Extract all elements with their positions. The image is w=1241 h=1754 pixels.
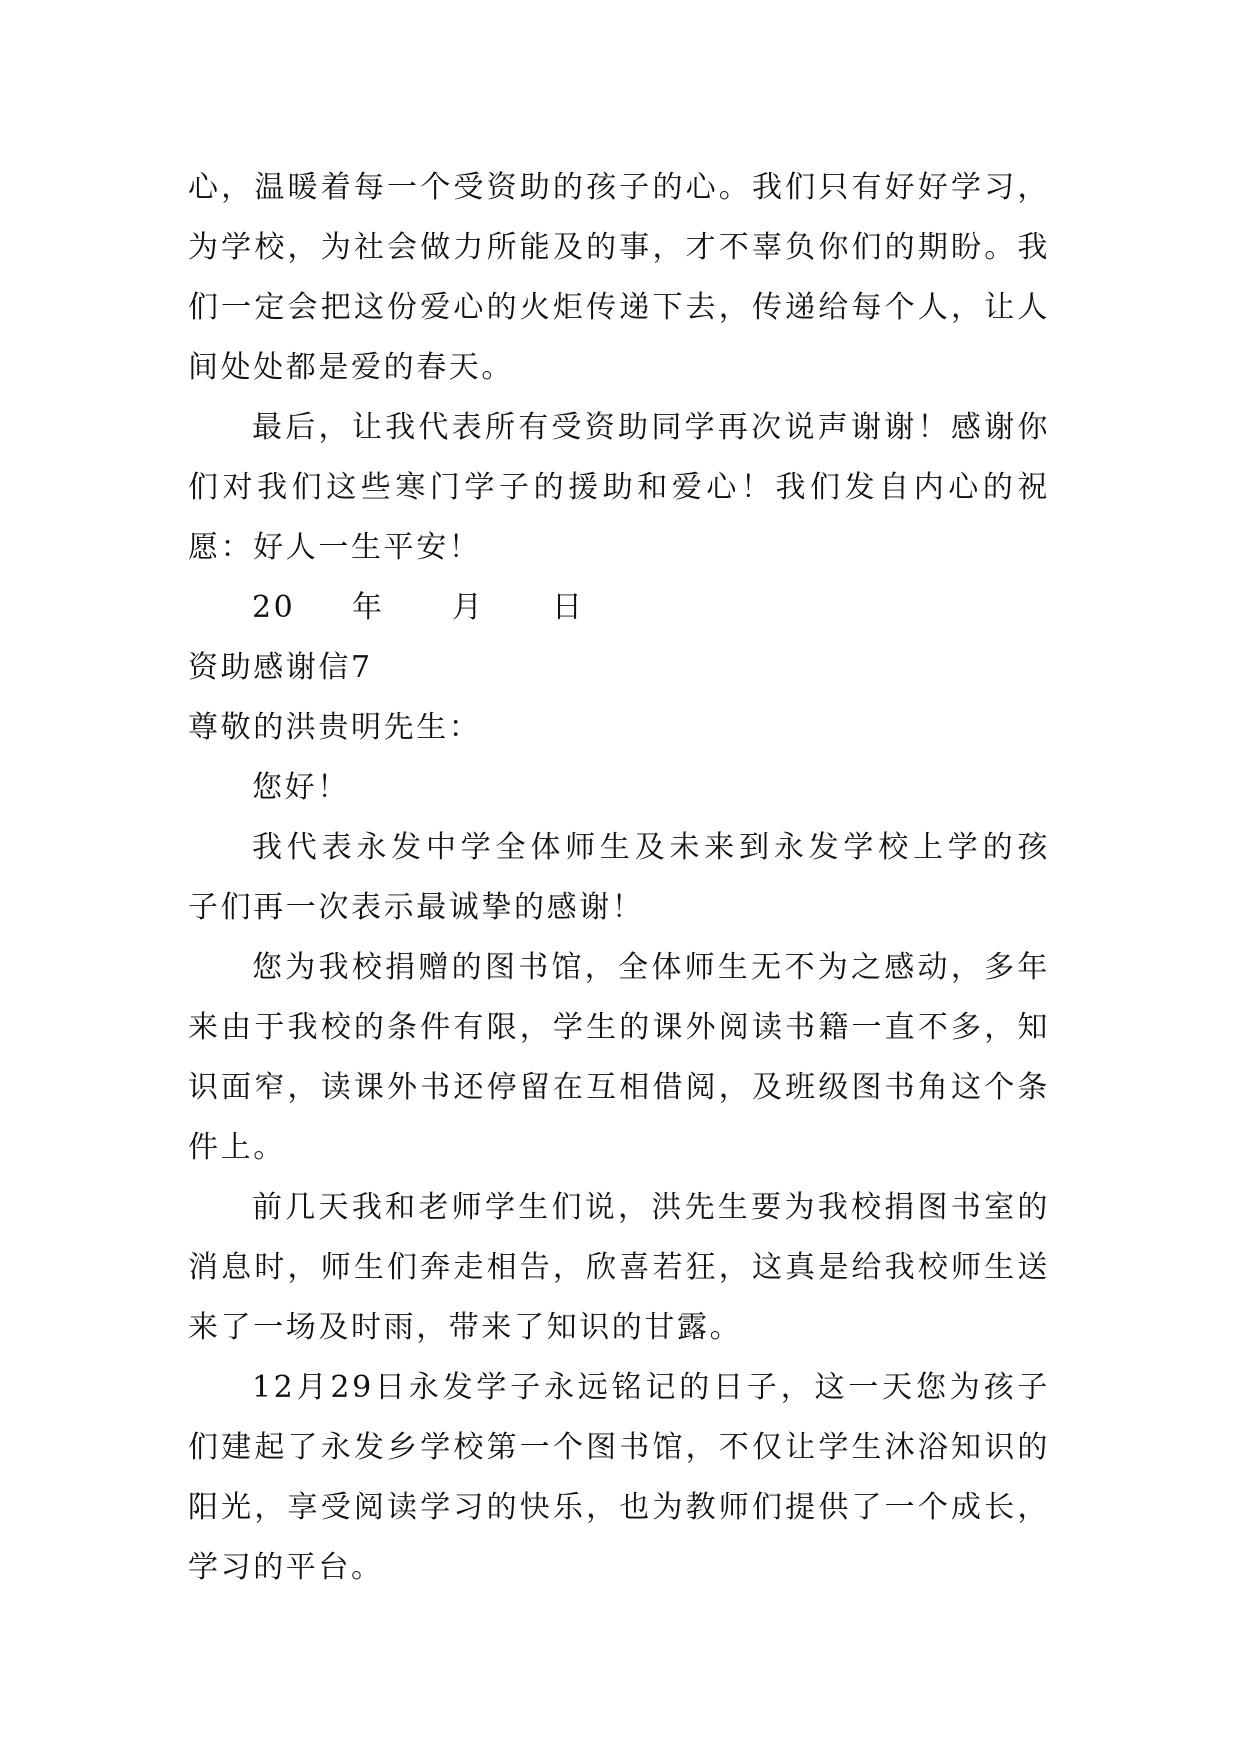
paragraph-line: 愿：好人一生平安！ bbox=[188, 530, 482, 565]
paragraph-line: 学习的平台。 bbox=[188, 1550, 384, 1585]
date-line bbox=[188, 578, 1050, 638]
paragraph-line: 最后，让我代表所有受资助同学再次说声谢谢！感谢你 bbox=[252, 410, 1050, 445]
paragraph-line: 12月29日永发学子永远铭记的日子，这一天您为孩子 bbox=[252, 1370, 1050, 1405]
letter-body bbox=[188, 158, 1050, 1598]
paragraph-line: 来了一场及时雨，带来了知识的甘露。 bbox=[188, 1310, 743, 1345]
paragraph-line: 件上。 bbox=[188, 1130, 286, 1165]
greeting: 您好！ bbox=[252, 770, 350, 805]
paragraph-line: 们对我们这些寒门学子的援助和爱心！我们发自内心的祝 bbox=[188, 470, 1050, 505]
paragraph-line: 您为我校捐赠的图书馆，全体师生无不为之感动，多年 bbox=[252, 950, 1050, 985]
salutation: 尊敬的洪贵明先生： bbox=[188, 710, 482, 745]
paragraph-line: 识面窄，读课外书还停留在互相借阅，及班级图书角这个条 bbox=[188, 1070, 1050, 1105]
paragraph-line: 阳光，享受阅读学习的快乐，也为教师们提供了一个成长， bbox=[188, 1490, 1050, 1525]
paragraph-line: 子们再一次表示最诚挚的感谢！ bbox=[188, 890, 645, 925]
paragraph-line: 来由于我校的条件有限，学生的课外阅读书籍一直不多，知 bbox=[188, 1010, 1050, 1045]
paragraph-line: 前几天我和老师学生们说，洪先生要为我校捐图书室的 bbox=[252, 1190, 1050, 1225]
date-year-label: 年 bbox=[352, 590, 385, 625]
paragraph-line: 心，温暖着每一个受资助的孩子的心。我们只有好好学习， bbox=[188, 170, 1050, 205]
paragraph-line: 为学校，为社会做力所能及的事，才不辜负你们的期盼。我 bbox=[188, 230, 1050, 265]
letter-title: 资助感谢信7 bbox=[188, 650, 373, 685]
date-year-prefix: 20 bbox=[252, 590, 296, 625]
paragraph-line: 们建起了永发乡学校第一个图书馆，不仅让学生沐浴知识的 bbox=[188, 1430, 1050, 1465]
paragraph-line: 间处处都是爱的春天。 bbox=[188, 350, 514, 385]
date-day-label: 日 bbox=[552, 590, 585, 625]
paragraph-line: 我代表永发中学全体师生及未来到永发学校上学的孩 bbox=[252, 830, 1050, 865]
date-month-label: 月 bbox=[452, 590, 485, 625]
paragraph-line: 们一定会把这份爱心的火炬传递下去，传递给每个人，让人 bbox=[188, 290, 1050, 325]
paragraph-line: 消息时，师生们奔走相告，欣喜若狂，这真是给我校师生送 bbox=[188, 1250, 1050, 1285]
